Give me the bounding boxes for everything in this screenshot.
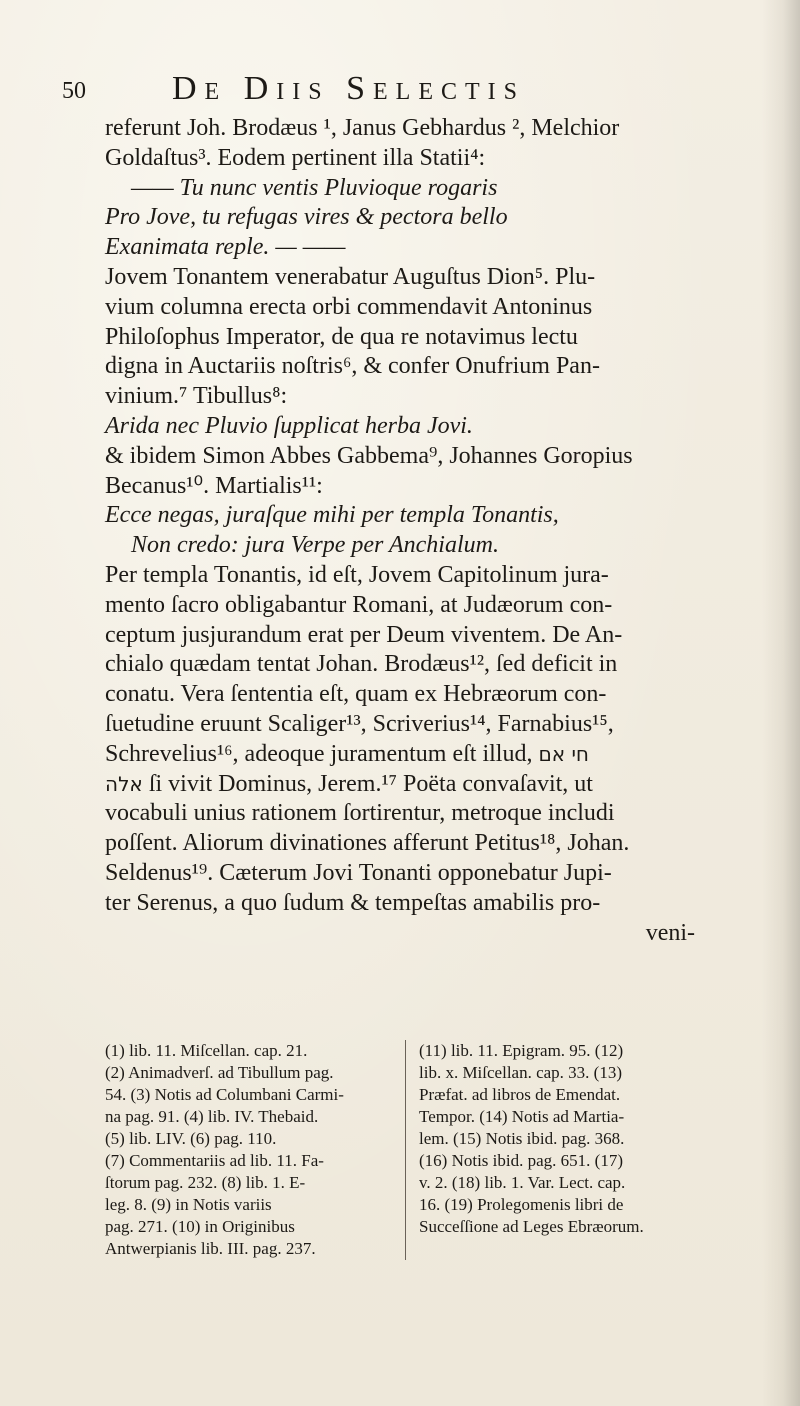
text-segment: Schrevelius¹⁶, adeoque juramentum eſt illud, — [105, 740, 533, 767]
text-line: referunt Joh. Brodæus ¹, Janus Gebhardus ², Melchior — [105, 115, 620, 141]
page-number: 50 — [62, 78, 86, 104]
verse-line: Arida nec Pluvio ſupplicat herba Jovi. — [105, 412, 473, 439]
main-text — [105, 114, 705, 948]
footnotes-right-column — [419, 1040, 705, 1260]
text-line: ceptum jusjurandum erat per Deum viventem. De An- — [105, 621, 623, 648]
text-line: vinium.⁷ Tibullus⁸: — [105, 383, 288, 410]
footnote-line: leg. 8. (9) in Notis variis — [105, 1195, 272, 1214]
verse-line: —— Tu nunc ventis Pluvioque rogaris — [131, 174, 498, 201]
footnote-line: lem. (15) Notis ibid. pag. 368. — [419, 1129, 625, 1148]
footnotes-left-column — [105, 1040, 391, 1260]
text-line: vocabuli unius rationem ſortirentur, metroque includi — [105, 800, 615, 827]
text-line: chialo quædam tentat Johan. Brodæus¹², ſed deficit in — [105, 651, 618, 678]
verse-line: Pro Jove, tu refugas vires & pectora bello — [105, 204, 508, 231]
hebrew-text: אלה — [105, 771, 143, 796]
text-line — [105, 740, 705, 770]
text-line: vium columna erecta orbi commendavit Antoninus — [105, 293, 593, 320]
footnote-line: pag. 271. (10) in Originibus — [105, 1217, 295, 1236]
text-line: mento ſacro obligabantur Romani, at Judæorum con- — [105, 591, 613, 618]
text-line: poſſent. Aliorum divinationes afferunt Petitus¹⁸, Johan. — [105, 830, 630, 857]
text-line: Jovem Tonantem venerabatur Auguſtus Dion⁵. Plu- — [105, 263, 596, 290]
text-line: Becanus¹⁰. Martialis¹¹: — [105, 472, 323, 499]
column-rule — [405, 1040, 406, 1260]
page-edge-shadow — [762, 0, 800, 1406]
footnote-line: na pag. 91. (4) lib. IV. Thebaid. — [105, 1107, 319, 1126]
running-title: De Diis Selectis — [172, 70, 525, 107]
footnote-line: Tempor. (14) Notis ad Martia- — [419, 1107, 625, 1126]
footnote-line: (16) Notis ibid. pag. 651. (17) — [419, 1151, 623, 1170]
text-segment: ſi vivit Dominus, Jerem.¹⁷ Poëta convaſavit, ut — [142, 770, 593, 797]
footnotes — [105, 1040, 705, 1260]
footnote-line: (5) lib. LIV. (6) pag. 110. — [105, 1129, 277, 1148]
text-line: ſuetudine eruunt Scaliger¹³, Scriverius¹⁴, Farnabius¹⁵, — [105, 710, 614, 737]
text-line: & ibidem Simon Abbes Gabbema⁹, Johannes Goropius — [105, 442, 633, 469]
footnote-line: (1) lib. 11. Miſcellan. cap. 21. — [105, 1041, 308, 1060]
text-line: digna in Auctariis noſtris⁶, & confer Onufrium Pan- — [105, 353, 600, 380]
footnote-line: (7) Commentariis ad lib. 11. Fa- — [105, 1151, 324, 1170]
hebrew-text: חי אם — [538, 741, 589, 766]
footnote-line: lib. x. Miſcellan. cap. 33. (13) — [419, 1063, 623, 1082]
catchword: veni- — [645, 919, 695, 946]
page-header — [62, 70, 662, 114]
footnote-line: ſtorum pag. 232. (8) lib. 1. E- — [105, 1173, 306, 1192]
footnote-line: v. 2. (18) lib. 1. Var. Lect. cap. — [419, 1173, 626, 1192]
text-line — [105, 770, 705, 800]
footnote-line: 16. (19) Prolegomenis libri de — [419, 1195, 624, 1214]
text-line: ter Serenus, a quo ſudum & tempeſtas amabilis pro- — [105, 889, 601, 916]
text-line: Philoſophus Imperator, de qua re notavimus lectu — [105, 323, 578, 350]
text-line: Goldaſtus³. Eodem pertinent illa Statii⁴: — [105, 144, 486, 171]
footnote-line: 54. (3) Notis ad Columbani Carmi- — [105, 1085, 344, 1104]
footnote-line: (11) lib. 11. Epigram. 95. (12) — [419, 1041, 624, 1060]
verse-line: Non credo: jura Verpe per Anchialum. — [131, 532, 499, 559]
footnote-line: Succeſſione ad Leges Ebræorum. — [419, 1217, 644, 1236]
text-line: conatu. Vera ſententia eſt, quam ex Hebræorum con- — [105, 681, 607, 708]
verse-line: Exanimata reple. — —— — [105, 234, 346, 261]
footnote-line: (2) Animadverſ. ad Tibullum pag. — [105, 1063, 334, 1082]
footnote-line: Præfat. ad libros de Emendat. — [419, 1085, 621, 1104]
text-line: Per templa Tonantis, id eſt, Jovem Capitolinum jura- — [105, 561, 609, 588]
footnote-line: Antwerpianis lib. III. pag. 237. — [105, 1239, 316, 1258]
verse-line: Ecce negas, juraſque mihi per templa Tonantis, — [105, 502, 559, 529]
text-line: Seldenus¹⁹. Cæterum Jovi Tonanti opponebatur Jupi- — [105, 859, 612, 886]
